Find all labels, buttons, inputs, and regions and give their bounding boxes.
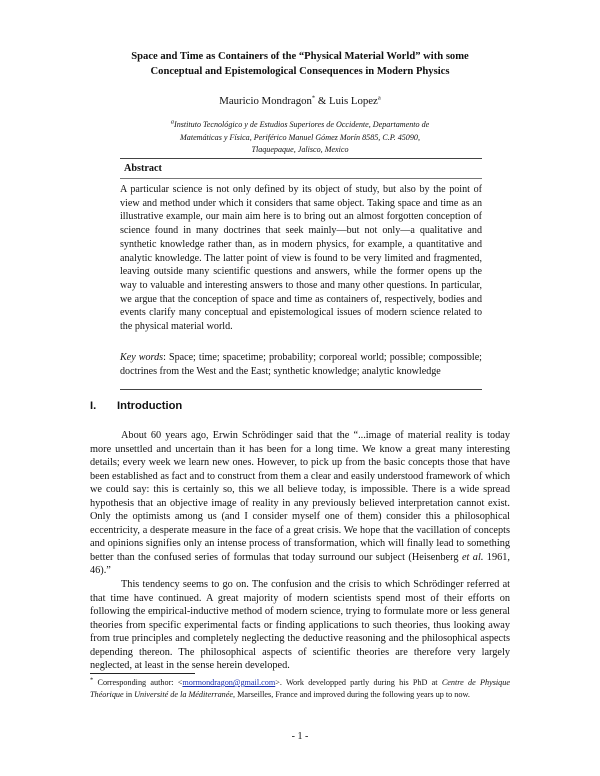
abstract-heading	[120, 161, 482, 179]
paragraph-text: About 60 years ago, Erwin Schrödinger said that the “...image of material reality is today more unsettled and uncertain than it has been for a long time. We know a great many interesting details; every week we learn new ones. However, to pick up from the basic concepts those that have been established as fact and to construct from them a clear and easily understood framework of which we could say: this is certainly so, this we all believe today, is impossible. There is a wide spread hypothesis that an objective image of reality in any previously believed interpretation cannot exist. Only the optimists among us (and I consider myself one of them) consider this a philosophical eccentricity, a desperate measure in the face of a great crisis. We hope that the vacillation of concepts and opinions signifies only an intense process of transformation, which will finally lead to something better than the confused series of formulas that today surround our subject (Heisenberg	[90, 430, 510, 563]
footnote-text: Corresponding author: <	[93, 678, 183, 687]
author-name: Mauricio Mondragon	[219, 95, 312, 107]
paragraph-text-italic: et al.	[461, 551, 484, 563]
author-name: & Luis Lopez	[315, 95, 378, 107]
keywords-text: : Space; time; spacetime; probability; corporeal world; possible; compossible; doctrines from the West and the East; synthetic knowledge; analytic knowledge	[120, 352, 482, 377]
body-text	[90, 429, 510, 673]
footnote-text: in	[123, 690, 135, 699]
footnote	[90, 677, 510, 701]
affiliation-line: Instituto Tecnológico y de Estudios Superiores de Occidente, Departamento de	[174, 120, 430, 129]
section-heading	[90, 400, 182, 412]
paper-title	[70, 49, 530, 79]
author-mark: *	[311, 94, 316, 102]
page-number: - 1 -	[291, 731, 309, 742]
footnote-divider	[90, 673, 195, 674]
keywords-label: Key words	[120, 352, 164, 363]
abstract-text: A particular science is not only defined by its object of study, but also by the point of view and method under which it considers that same object. Taking space and time as an illustrative example, our main aim here is to bring out an almost forgotten conception of science found in many doctrines that seek mainly—but not only—a qualitative and synthetic knowledge rather than, as in modern physics, for example, a quantitative and analytic knowledge. The latter point of view is found to be very limited and fragmented, leaving outside many scientific questions and answers, while the former opens up the way to valuable and interesting answers to those and many other questions. In particular, we argue that the conception of space and time as containers of, respectively, bodies and events clarify many conceptual and epistemological issues of modern science related to the physical material world.	[120, 184, 482, 333]
footnote-text-italic: Université de la Méditerranée	[134, 690, 234, 699]
footnote-text: >. Work developped partly during his PhD at	[275, 678, 442, 687]
section-number: I.	[90, 400, 97, 412]
section-title: Introduction	[117, 400, 183, 412]
abstract-heading-text: Abstract	[124, 163, 162, 174]
affiliation-mark: a	[170, 118, 175, 126]
email-link[interactable]: mormondragon@gmail.com	[182, 678, 276, 687]
footnote-mark: *	[90, 676, 94, 684]
affiliation-line: Matemáticas y Física, Periférico Manuel Gómez Morín 8585, C.P. 45090,	[180, 132, 420, 142]
paragraph-text: 1961, 46).”	[90, 551, 510, 577]
footnote-text: , Marseilles, France and improved during the following years up to now.	[233, 690, 470, 699]
keywords	[120, 351, 482, 378]
paragraph	[90, 429, 510, 578]
footnote-text-italic: Centre de Physique Théorique	[90, 678, 510, 699]
title-line-2: Conceptual and Epistemological Consequences in Modern Physics	[150, 66, 450, 77]
author-mark: a	[377, 94, 381, 102]
paragraph: This tendency seems to go on. The confusion and the crisis to which Schrödinger referred at that time have continued. A great majority of modern scientists spend most of their efforts on following the empirical-inductive method of modern science, trying to formulate more or less general theories from specific experimental facts or finding applications to such theories, thus looking away from true principles and completely neglecting the deductive reasoning and the philosophical aspects depending thereon. The philosophical aspects of scientific theories are therefore very largely neglected, at least in the sense herein developed.	[90, 579, 510, 672]
title-line-1: Space and Time as Containers of the “Physical Material World” with some	[131, 51, 469, 62]
affiliation	[150, 119, 450, 157]
author-list	[0, 95, 600, 107]
affiliation-line: Tlaquepaque, Jalisco, Mexico	[251, 145, 349, 155]
